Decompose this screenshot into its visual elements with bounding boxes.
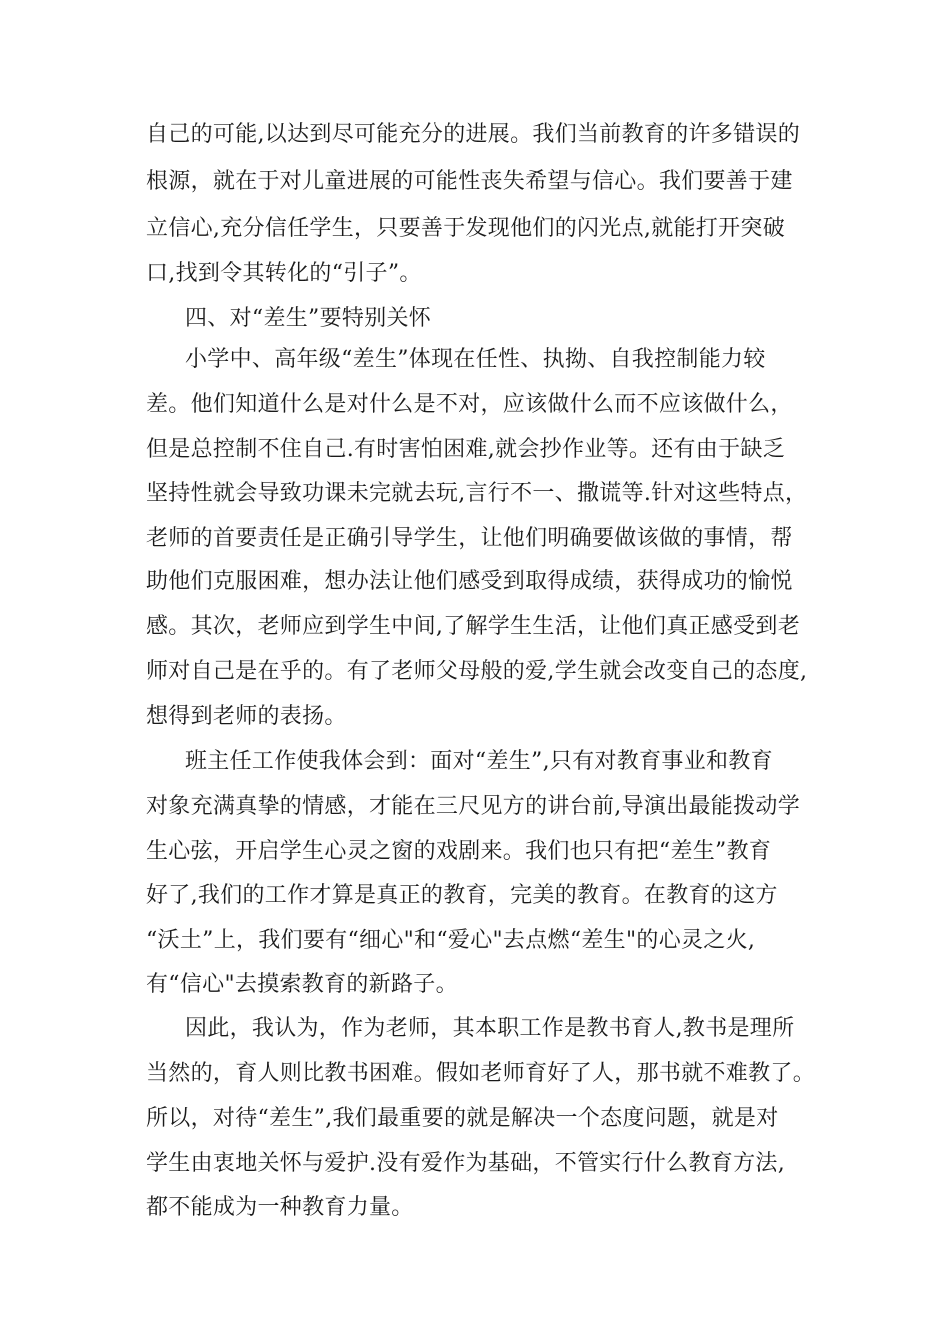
text-line: 自己的可能,以达到尽可能充分的进展。我们当前教育的许多错误的 <box>146 122 800 147</box>
text-line: 班主任工作使我体会到：面对“差生”,只有对教育事业和教育 <box>185 749 773 774</box>
text-line: 生心弦，开启学生心灵之窗的戏剧来。我们也只有把“差生”教育 <box>146 839 772 864</box>
text-line: 所以，对待“差生”,我们最重要的就是解决一个态度问题，就是对 <box>146 1106 779 1131</box>
text-line: 学生由衷地关怀与爱护.没有爱作为基础，不管实行什么教育方法, <box>146 1151 785 1176</box>
text-line: 感。其次，老师应到学生中间,了解学生生活，让他们真正感受到老 <box>146 614 800 639</box>
text-line: 坚持性就会导致功课未完就去玩,言行不一、撒谎等.针对这些特点， <box>146 481 808 506</box>
text-line: 因此，我认为，作为老师，其本职工作是教书育人,教书是理所 <box>185 1016 795 1041</box>
text-line: 助他们克服困难，想办法让他们感受到取得成绩，获得成功的愉悦 <box>146 569 793 594</box>
text-line: 当然的，育人则比教书困难。假如老师育好了人，那书就不难教了。 <box>146 1061 816 1086</box>
text-line: 都不能成为一种教育力量。 <box>146 1195 414 1220</box>
text-line: 立信心,充分信任学生，只要善于发现他们的闪光点,就能打开突破 <box>146 216 785 241</box>
text-line: 好了,我们的工作才算是真正的教育，完美的教育。在教育的这方 <box>146 883 778 908</box>
text-line: 有“信心"去摸索教育的新路子。 <box>146 972 458 997</box>
text-line: 口,找到令其转化的“引子”。 <box>146 261 422 286</box>
text-line: 老师的首要责任是正确引导学生，让他们明确要做该做的事情，帮 <box>146 526 793 551</box>
text-line: 差。他们知道什么是对什么是不对，应该做什么而不应该做什么， <box>146 392 793 417</box>
text-line: 想得到老师的表扬。 <box>146 704 347 729</box>
text-line: 师对自己是在乎的。有了老师父母般的爱,学生就会改变自己的态度, <box>146 659 808 684</box>
text-line: 小学中、高年级“差生”体现在任性、执拗、自我控制能力较 <box>185 347 766 372</box>
text-line: 但是总控制不住自己.有时害怕困难,就会抄作业等。还有由于缺乏 <box>146 437 785 462</box>
text-line: 根源，就在于对儿童进展的可能性丧失希望与信心。我们要善于建 <box>146 169 793 194</box>
text-line: “沃土”上，我们要有“细心"和“爱心"去点燃“差生"的心灵之火, <box>146 928 756 953</box>
section-heading: 四、对“差生”要特别关怀 <box>185 306 432 331</box>
text-line: 对象充满真挚的情感，才能在三尺见方的讲台前,导演出最能拨动学 <box>146 794 800 819</box>
